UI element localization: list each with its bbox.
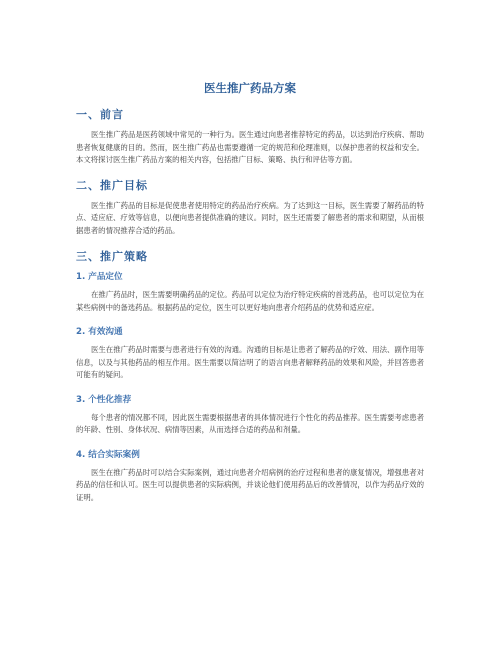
subsection-positioning [76,271,424,314]
subsection-personalization [76,394,424,437]
subsection-communication [76,326,424,382]
subsection-case-studies [76,449,424,505]
document-title: 医生推广药品方案 [204,81,296,95]
section-preface [76,108,424,167]
subsection-paragraph-communication: 医生在推广药品时需要与患者进行有效的沟通。沟通的目标是让患者了解药品的疗效、用法、副作用等信息，以及与其他药品的相互作用。医生需要以简洁明了的语言向患者解释药品的效果和风险，并回答患者可能有的疑问。 [76,345,424,379]
section-paragraph-preface: 医生推广药品是医药领域中常见的一种行为。医生通过向患者推荐特定的药品，以达到治疗疾病、帮助患者恢复健康的目的。然而，医生推广药品也需要遵循一定的规范和伦理准则，以保护患者的权益和安全。本文将探讨医生推广药品方案的相关内容，包括推广目标、策略、执行和评估等方面。 [76,130,424,164]
subsection-heading-case-studies: 4. 结合实际案例 [76,449,140,460]
subsection-heading-communication: 2. 有效沟通 [76,327,123,337]
section-paragraph-goals: 医生推广药品的目标是促使患者使用特定的药品治疗疾病。为了达到这一目标，医生需要了解药品的特点、适应症、疗效等信息，以便向患者提供准确的建议。同时，医生还需要了解患者的需求和期望，从而根据患者的情况推荐合适的药品。 [76,200,424,235]
subsection-heading-positioning: 1. 产品定位 [76,272,123,282]
subsection-paragraph-positioning: 在推广药品时，医生需要明确药品的定位。药品可以定位为治疗特定疾病的首选药品，也可以定位为在某些病例中的备选药品。根据药品的定位，医生可以更好地向患者介绍药品的优势和适应症。 [76,290,424,312]
section-heading-preface: 一、前言 [76,108,124,121]
section-heading-goals: 二、推广目标 [76,178,148,192]
subsection-paragraph-case-studies: 医生在推广药品时可以结合实际案例，通过向患者介绍病例的治疗过程和患者的康复情况，增强患者对药品的信任和认可。医生可以提供患者的实际病例，并谈论他们使用药品后的改善情况，以作为药品疗效的证明。 [76,467,424,502]
section-goals [76,179,424,238]
subsection-heading-personalization: 3. 个性化推荐 [76,394,132,405]
subsection-paragraph-personalization: 每个患者的情况都不同，因此医生需要根据患者的具体情况进行个性化的药品推荐。医生需要考虑患者的年龄、性别、身体状况、病情等因素，从而选择合适的药品和剂量。 [76,412,424,434]
section-heading-strategy: 三、推广策略 [76,250,148,263]
section-strategy [76,250,424,504]
